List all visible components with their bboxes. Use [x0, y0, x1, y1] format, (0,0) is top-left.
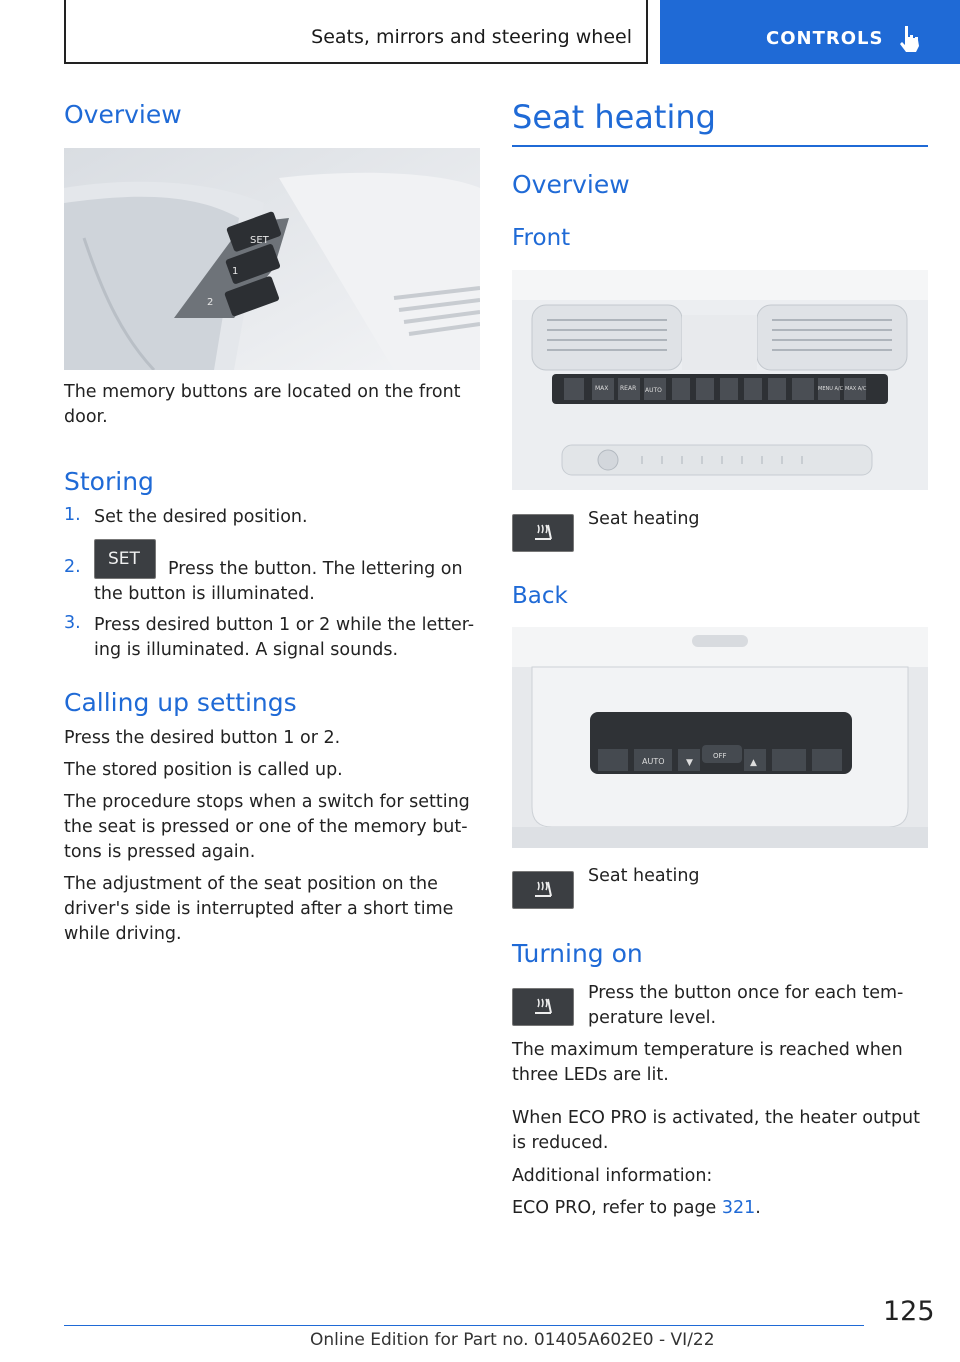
header-chapter-tab[interactable] — [660, 0, 960, 64]
turning-on-heading: Turning on — [512, 939, 643, 968]
reference-end: . — [755, 1198, 761, 1218]
eco-pro-para: When ECO PRO is activated, the heater output is reduced. — [512, 1108, 921, 1153]
rear-panel-off-label: OFF — [713, 752, 727, 760]
calling-para-3: The procedure stops when a switch for setting the seat is pressed or one of the memory but-tons is pressed again. — [64, 792, 470, 862]
step-2-number: 2. — [64, 557, 81, 577]
calling-para-2: The stored position is called up. — [64, 760, 343, 780]
memory-panel-set-label: SET — [250, 235, 269, 246]
storing-heading: Storing — [64, 467, 154, 496]
front-panel-max-label: MAX — [595, 385, 609, 392]
front-panel-rear-label: REAR — [620, 385, 637, 392]
step-1-text: Set the desired position. — [94, 507, 308, 527]
back-heading: Back — [512, 583, 568, 609]
overview-heading: Overview — [64, 100, 182, 129]
seat-heating-turn-on-icon — [512, 988, 574, 1026]
page-321-link[interactable]: 321 — [721, 1198, 756, 1218]
header-section-box — [64, 0, 648, 64]
max-temp-para: The maximum temperature is reached when three LEDs are lit. — [512, 1040, 903, 1085]
turning-on-text: Press the button once for each tem-perature level. — [588, 983, 904, 1028]
calling-para-4: The adjustment of the seat position on the driver's side is interrupted after a short time while driving. — [64, 874, 454, 944]
seat-heating-heading: Seat heating — [512, 98, 716, 136]
step-3-number: 3. — [64, 613, 81, 633]
calling-up-heading: Calling up settings — [64, 688, 297, 717]
front-climate-panel-image — [512, 270, 928, 490]
pointing-hand-icon — [896, 24, 922, 54]
door-memory-buttons-image — [64, 148, 480, 370]
seat-heating-back-icon — [512, 871, 574, 909]
svg-text:▼: ▼ — [686, 758, 693, 768]
page-number: 125 — [883, 1296, 935, 1327]
rear-panel-auto-label: AUTO — [642, 757, 665, 766]
step-1-number: 1. — [64, 505, 81, 525]
eco-pro-reference — [512, 1196, 928, 1221]
front-caption: Seat heating — [588, 509, 700, 529]
front-heading: Front — [512, 225, 571, 251]
svg-text:▲: ▲ — [750, 758, 757, 768]
memory-panel-2-label: 2 — [207, 297, 214, 308]
seat-heating-overview-heading: Overview — [512, 170, 630, 199]
memory-panel-1-label: 1 — [232, 266, 239, 277]
set-button-label: SET — [108, 549, 140, 569]
calling-para-1: Press the desired button 1 or 2. — [64, 728, 341, 748]
footer-edition: Online Edition for Part no. 01405A602E0 - VI/22 — [310, 1330, 715, 1350]
step-2-text: Press the button. The lettering on the button is illuminated. — [94, 559, 463, 604]
back-caption: Seat heating — [588, 866, 700, 886]
additional-info-para: Additional information: — [512, 1166, 713, 1186]
header-section-title: Seats, mirrors and steering wheel — [311, 26, 632, 48]
rear-climate-panel-image — [512, 627, 928, 848]
seat-heating-front-icon — [512, 514, 574, 552]
heading-rule — [512, 145, 928, 147]
overview-text: The memory buttons are located on the front door. — [64, 382, 461, 427]
footer-rule — [64, 1325, 864, 1326]
front-panel-menu-label: MENU A/C — [818, 386, 844, 392]
front-panel-maxac-label: MAX A/C — [845, 386, 867, 392]
header-chapter-label: CONTROLS — [766, 28, 884, 49]
reference-text: ECO PRO, refer to page — [512, 1198, 722, 1218]
front-panel-auto-label: AUTO — [645, 387, 662, 394]
step-3-text: Press desired button 1 or 2 while the letter-ing is illuminated. A signal sounds. — [94, 615, 475, 660]
